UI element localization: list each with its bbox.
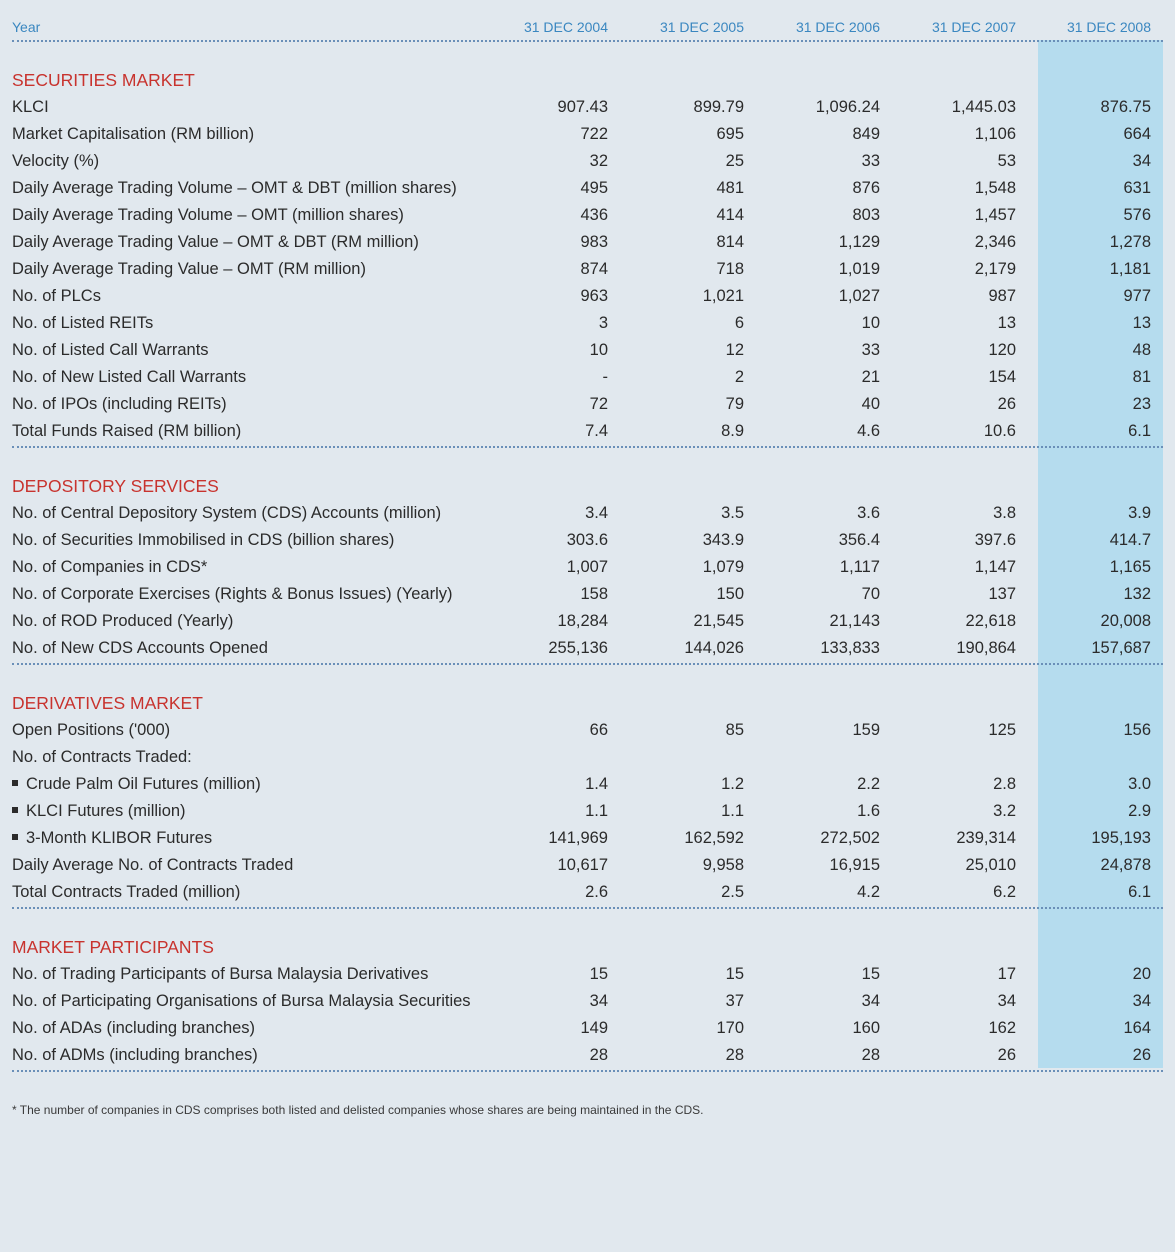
table-cell: 150 [716, 585, 744, 603]
table-cell: 1,007 [566, 558, 608, 576]
row-label [12, 798, 186, 825]
table-cell: 1,181 [1109, 260, 1151, 278]
table-cell: 397.6 [974, 531, 1016, 549]
table-cell: 20,008 [1100, 612, 1151, 630]
table-cell: 239,314 [956, 829, 1016, 847]
table-row [0, 988, 1175, 1015]
table-cell: 12 [725, 341, 744, 359]
table-cell: 164 [1123, 1019, 1151, 1037]
table-row [0, 852, 1175, 879]
table-row [0, 744, 1175, 771]
table-cell: 876 [852, 179, 880, 197]
table-cell: 436 [580, 206, 608, 224]
table-cell: 1,457 [974, 206, 1016, 224]
divider [12, 907, 1163, 909]
row-label: No. of PLCs [12, 287, 101, 305]
table-cell: 664 [1123, 125, 1151, 143]
row-label: No. of Trading Participants of Bursa Malaysia Derivatives [12, 965, 429, 983]
table-cell: 16,915 [829, 856, 880, 874]
table-row [0, 1042, 1175, 1069]
table-cell: 987 [988, 287, 1016, 305]
table-cell: 255,136 [548, 639, 608, 657]
table-cell: 13 [997, 314, 1016, 332]
table-cell: 1,021 [702, 287, 744, 305]
table-cell: 977 [1123, 287, 1151, 305]
row-label: Total Contracts Traded (million) [12, 883, 241, 901]
table-cell: 33 [861, 152, 880, 170]
table-cell: 1.1 [721, 802, 744, 820]
table-cell: 18,284 [557, 612, 608, 630]
table-cell: 4.6 [857, 422, 880, 440]
table-cell: 34 [997, 992, 1016, 1010]
table-cell: 2.2 [857, 775, 880, 793]
table-cell: 132 [1123, 585, 1151, 603]
table-cell: 40 [861, 395, 880, 413]
table-cell: 2,346 [974, 233, 1016, 251]
table-cell: 1,027 [838, 287, 880, 305]
table-cell: 34 [1132, 992, 1151, 1010]
row-label: No. of IPOs (including REITs) [12, 395, 227, 413]
section-market-participants [0, 934, 1175, 1069]
table-cell: 414 [716, 206, 744, 224]
table-cell: 2.5 [721, 883, 744, 901]
table-cell: 814 [716, 233, 744, 251]
table-cell: 3.9 [1128, 504, 1151, 522]
table-cell: 17 [997, 965, 1016, 983]
row-label: KLCI [12, 98, 49, 116]
table-cell: 8.9 [721, 422, 744, 440]
table-row [0, 202, 1175, 229]
table-cell: 1,165 [1109, 558, 1151, 576]
table-cell: 4.2 [857, 883, 880, 901]
table-cell: 22,618 [965, 612, 1016, 630]
table-cell: 1,278 [1109, 233, 1151, 251]
row-label: No. of Central Depository System (CDS) Accounts (million) [12, 504, 442, 522]
table-row [0, 500, 1175, 527]
table-cell: 899.79 [693, 98, 744, 116]
table-cell: 3.8 [993, 504, 1016, 522]
table-cell: 963 [580, 287, 608, 305]
table-cell: 170 [716, 1019, 744, 1037]
table-cell: 1,548 [974, 179, 1016, 197]
table-row [0, 635, 1175, 662]
table-cell: 156 [1123, 721, 1151, 739]
table-cell: 15 [725, 965, 744, 983]
table-cell: 481 [716, 179, 744, 197]
column-header: 31 DEC 2004 [523, 19, 608, 35]
divider [12, 1070, 1163, 1072]
table-cell: 26 [997, 1046, 1016, 1064]
table-cell: 160 [852, 1019, 880, 1037]
table-cell: 1,445.03 [951, 98, 1016, 116]
table-cell: 28 [861, 1046, 880, 1064]
row-label-text: 3-Month KLIBOR Futures [26, 829, 213, 847]
table-cell: 874 [580, 260, 608, 278]
table-cell: 9,958 [702, 856, 744, 874]
table-cell: 576 [1123, 206, 1151, 224]
row-label: No. of Companies in CDS* [12, 558, 208, 576]
section-title: DEPOSITORY SERVICES [12, 476, 219, 496]
table-row [0, 961, 1175, 988]
table-cell: 15 [589, 965, 608, 983]
table-cell: 72 [589, 395, 608, 413]
table-cell: 10,617 [557, 856, 608, 874]
table-cell: 2 [734, 368, 744, 386]
table-cell: 159 [852, 721, 880, 739]
table-cell: 66 [589, 721, 608, 739]
row-label: No. of New Listed Call Warrants [12, 368, 247, 386]
table-row [0, 175, 1175, 202]
footnote: * The number of companies in CDS comprises both listed and delisted companies whose shares are being maintained in the CDS. [12, 1103, 704, 1117]
table-cell: 631 [1123, 179, 1151, 197]
table-row [0, 825, 1175, 852]
table-cell: 32 [589, 152, 608, 170]
column-header: 31 DEC 2008 [1066, 19, 1151, 35]
row-label: Velocity (%) [12, 152, 100, 170]
table-cell: 25 [725, 152, 744, 170]
table-row [0, 581, 1175, 608]
table-cell: 1,147 [974, 558, 1016, 576]
table-cell: 849 [852, 125, 880, 143]
table-cell: 803 [852, 206, 880, 224]
table-cell: 79 [725, 395, 744, 413]
table-cell: 7.4 [585, 422, 608, 440]
row-label: Daily Average Trading Value – OMT & DBT (RM million) [12, 233, 419, 251]
table-cell: 34 [589, 992, 608, 1010]
table-cell: 23 [1132, 395, 1151, 413]
table-row [0, 310, 1175, 337]
table-cell: 137 [988, 585, 1016, 603]
section-title: MARKET PARTICIPANTS [12, 937, 214, 957]
table-cell: 53 [997, 152, 1016, 170]
row-label: Total Funds Raised (RM billion) [12, 422, 242, 440]
row-label: No. of ADMs (including branches) [12, 1046, 258, 1064]
table-cell: 133,833 [820, 639, 880, 657]
table-cell: 2.9 [1128, 802, 1151, 820]
table-cell: 1.4 [585, 775, 608, 793]
table-cell: 21,143 [829, 612, 880, 630]
table-row [0, 798, 1175, 825]
section-depository-services [0, 473, 1175, 662]
row-label [12, 771, 261, 798]
table-cell: 6.2 [993, 883, 1016, 901]
table-cell: - [602, 368, 608, 386]
table-cell: 272,502 [820, 829, 880, 847]
table-row [0, 527, 1175, 554]
table-cell: 3.2 [993, 802, 1016, 820]
table-cell: 983 [580, 233, 608, 251]
table-cell: 25,010 [965, 856, 1016, 874]
table-cell: 1,079 [702, 558, 744, 576]
row-label-text: KLCI Futures (million) [26, 802, 186, 820]
column-header: 31 DEC 2005 [659, 19, 744, 35]
table-cell: 125 [988, 721, 1016, 739]
section-title: DERIVATIVES MARKET [12, 693, 203, 713]
table-cell: 303.6 [566, 531, 608, 549]
table-cell: 6.1 [1128, 422, 1151, 440]
row-label: Open Positions ('000) [12, 721, 171, 739]
divider [12, 40, 1163, 42]
table-row [0, 337, 1175, 364]
table-cell: 37 [725, 992, 744, 1010]
table-cell: 81 [1132, 368, 1151, 386]
row-label: No. of Participating Organisations of Bursa Malaysia Securities [12, 992, 471, 1010]
table-cell: 1.2 [721, 775, 744, 793]
table-cell: 85 [725, 721, 744, 739]
table-cell: 20 [1132, 965, 1151, 983]
table-cell: 157,687 [1091, 639, 1151, 657]
row-label: No. of New CDS Accounts Opened [12, 639, 268, 657]
row-label: No. of Listed Call Warrants [12, 341, 209, 359]
table-cell: 15 [861, 965, 880, 983]
table-cell: 34 [861, 992, 880, 1010]
table-cell: 1,096.24 [815, 98, 880, 116]
table-cell: 21,545 [693, 612, 744, 630]
table-cell: 907.43 [557, 98, 608, 116]
column-header: 31 DEC 2006 [795, 19, 880, 35]
row-label: No. of ADAs (including branches) [12, 1019, 256, 1037]
table-cell: 10 [589, 341, 608, 359]
table-cell: 195,193 [1091, 829, 1151, 847]
table-row [0, 256, 1175, 283]
table-cell: 48 [1132, 341, 1151, 359]
section-title: SECURITIES MARKET [12, 70, 195, 90]
table-cell: 3.4 [585, 504, 608, 522]
bullet-icon [12, 807, 18, 813]
table-cell: 13 [1132, 314, 1151, 332]
table-cell: 144,026 [684, 639, 744, 657]
table-cell: 190,864 [956, 639, 1016, 657]
table-cell: 26 [1132, 1046, 1151, 1064]
table-row [0, 1015, 1175, 1042]
table-cell: 162 [988, 1019, 1016, 1037]
table-cell: 876.75 [1100, 98, 1151, 116]
table-cell: 2.8 [993, 775, 1016, 793]
table-cell: 3 [598, 314, 608, 332]
table-cell: 718 [716, 260, 744, 278]
table-row [0, 391, 1175, 418]
table-row [0, 879, 1175, 906]
row-label: Market Capitalisation (RM billion) [12, 125, 255, 143]
table-cell: 10 [861, 314, 880, 332]
row-label: No. of Corporate Exercises (Rights & Bonus Issues) (Yearly) [12, 585, 453, 603]
table-cell: 722 [580, 125, 608, 143]
table-cell: 21 [861, 368, 880, 386]
row-label: No. of Securities Immobilised in CDS (billion shares) [12, 531, 395, 549]
table-cell: 3.6 [857, 504, 880, 522]
table-row [0, 364, 1175, 391]
table-cell: 1,106 [974, 125, 1016, 143]
table-header [0, 14, 1175, 40]
table-row [0, 554, 1175, 581]
table-cell: 34 [1132, 152, 1151, 170]
column-header: 31 DEC 2007 [931, 19, 1016, 35]
divider [12, 663, 1163, 665]
table-cell: 1.6 [857, 802, 880, 820]
table-cell: 1,019 [838, 260, 880, 278]
table-row [0, 717, 1175, 744]
table-cell: 158 [580, 585, 608, 603]
table-cell: 6.1 [1128, 883, 1151, 901]
table-cell: 26 [997, 395, 1016, 413]
row-label: Daily Average Trading Volume – OMT & DBT (million shares) [12, 179, 457, 197]
table-row [0, 608, 1175, 635]
bullet-icon [12, 780, 18, 786]
table-row [0, 771, 1175, 798]
table-cell: 2,179 [974, 260, 1016, 278]
table-row [0, 283, 1175, 310]
row-label: No. of Contracts Traded: [12, 748, 192, 766]
table-cell: 154 [988, 368, 1016, 386]
table-cell: 24,878 [1100, 856, 1151, 874]
table-cell: 6 [734, 314, 744, 332]
table-cell: 28 [589, 1046, 608, 1064]
section-securities-market [0, 67, 1175, 445]
row-label: Daily Average No. of Contracts Traded [12, 856, 294, 874]
table-row [0, 94, 1175, 121]
table-cell: 1.1 [585, 802, 608, 820]
table-cell: 495 [580, 179, 608, 197]
table-row [0, 121, 1175, 148]
table-cell: 162,592 [684, 829, 744, 847]
table-cell: 3.0 [1128, 775, 1151, 793]
table-cell: 120 [988, 341, 1016, 359]
row-label: No. of Listed REITs [12, 314, 154, 332]
table-row [0, 418, 1175, 445]
row-label-text: Crude Palm Oil Futures (million) [26, 775, 261, 793]
table-row [0, 148, 1175, 175]
table-cell: 356.4 [838, 531, 880, 549]
section-derivatives-market [0, 690, 1175, 906]
divider [12, 446, 1163, 448]
table-row [0, 229, 1175, 256]
table-cell: 1,129 [838, 233, 880, 251]
table-cell: 3.5 [721, 504, 744, 522]
row-label [12, 825, 212, 852]
row-label: No. of ROD Produced (Yearly) [12, 612, 234, 630]
bullet-icon [12, 834, 18, 840]
row-label: Daily Average Trading Value – OMT (RM million) [12, 260, 366, 278]
table-cell: 70 [861, 585, 880, 603]
table-cell: 10.6 [983, 422, 1016, 440]
row-label: Daily Average Trading Volume – OMT (million shares) [12, 206, 404, 224]
table-cell: 149 [580, 1019, 608, 1037]
table-cell: 695 [716, 125, 744, 143]
year-header: Year [12, 19, 41, 35]
table-cell: 343.9 [702, 531, 744, 549]
table-cell: 33 [861, 341, 880, 359]
table-cell: 141,969 [548, 829, 608, 847]
table-cell: 28 [725, 1046, 744, 1064]
table-cell: 2.6 [585, 883, 608, 901]
table-cell: 414.7 [1109, 531, 1151, 549]
table-cell: 1,117 [839, 558, 880, 576]
